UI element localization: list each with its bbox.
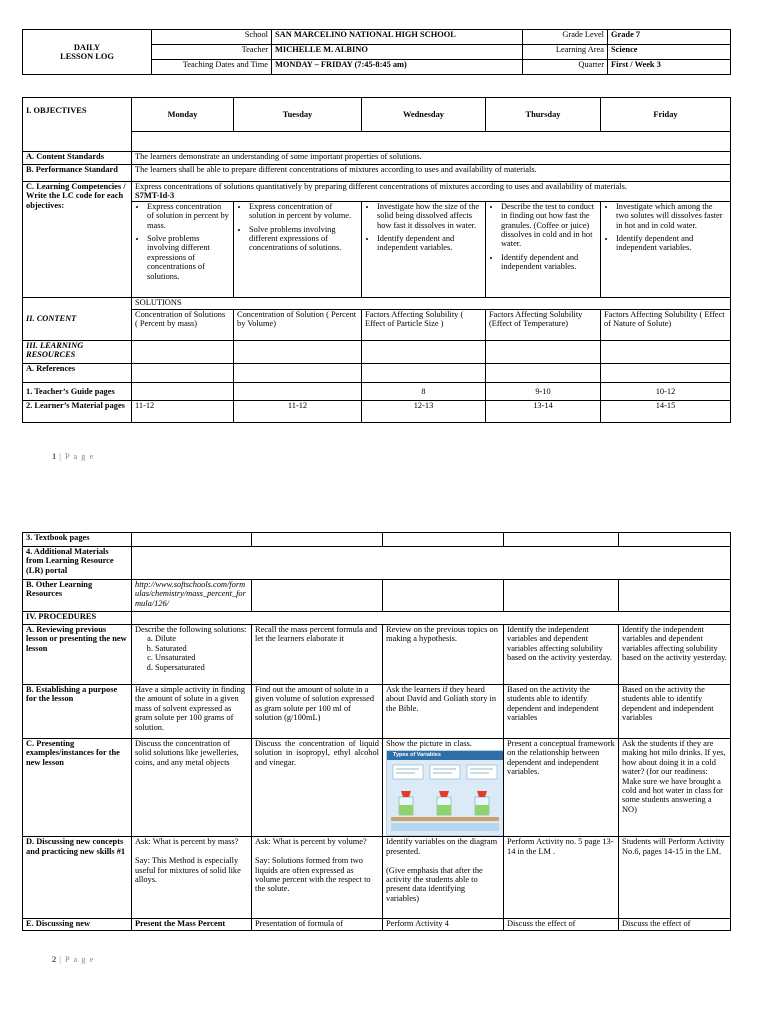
competency-monday: • Express concentration of solution in percent by mass. • Solve problems involving different expressions of concentrations of solutions.	[132, 201, 234, 297]
discussing-wednesday: Identify variables on the diagram presented. (Give emphasis that after the activity the students able to present data identifying variables)	[383, 837, 504, 919]
textbook-label: 3. Textbook pages	[23, 533, 132, 547]
page1-footer: 1 | P a g e	[52, 452, 95, 461]
area-value: Science	[608, 45, 731, 60]
discussing-2-wednesday: Perform Activity 4	[383, 919, 504, 931]
presenting-friday: Ask the students if they are making hot milo drinks. If yes, how about doing it in a cold water? (for our readiness: Make sure we have brought a cold and hot water in class for some students answering a NO)	[619, 739, 731, 837]
reviewing-wednesday: Review on the previous topics on making a hypothesis.	[383, 625, 504, 685]
performance-standard-label: B. Performance Standard	[23, 165, 132, 182]
purpose-label: B. Establishing a purpose for the lesson	[23, 685, 132, 739]
lm-tuesday: 11-12	[234, 400, 362, 422]
discussing-2-label: E. Discussing new	[23, 919, 132, 931]
competency-tuesday: • Express concentration of solution in percent by volume. • Solve problems involving different expressions of concentrations of solutions.	[234, 201, 362, 297]
presenting-tuesday: Discuss the concentration of liquid solution in isopropyl, ethyl alcohol and vinegar.	[252, 739, 383, 837]
page2-footer: 2 | P a g e	[52, 955, 95, 964]
day-thursday: Thursday	[486, 98, 601, 132]
presenting-thursday: Present a conceptual framework on the relationship between dependent and independent variables.	[504, 739, 619, 837]
school-label: School	[152, 30, 272, 45]
discussing-monday: Ask: What is percent by mass? Say: This Method is especially useful for mixtures of solid like alloys.	[132, 837, 252, 919]
reviewing-monday: Describe the following solutions: a. Dilute b. Saturated c. Unsaturated d. Supersaturated	[132, 625, 252, 685]
lm-friday: 14-15	[601, 400, 731, 422]
beaker-2-icon	[437, 791, 451, 815]
content-friday: Factors Affecting Solubility ( Effect of Nature of Solute)	[601, 309, 731, 340]
presenting-monday: Discuss the concentration of solid solutions like jewelleries, coins, and any metal objects	[132, 739, 252, 837]
quarter-value: First / Week 3	[608, 60, 731, 75]
day-monday: Monday	[132, 98, 234, 132]
page1-table	[22, 97, 731, 423]
image-title: Types of Variables	[393, 752, 441, 759]
dates-label: Teaching Dates and Time	[152, 60, 272, 75]
discussing-2-tuesday: Presentation of formula of	[252, 919, 383, 931]
page2-block	[22, 532, 731, 931]
reviewing-friday: Identify the independent variables and dependent variables affecting solubility based on the activity yesterday.	[619, 625, 731, 685]
presenting-wednesday: Show the picture in class. Types of Variables	[383, 739, 504, 837]
content-thursday: Factors Affecting Solubility (Effect of Temperature)	[486, 309, 601, 340]
lm-thursday: 13-14	[486, 400, 601, 422]
other-resources-label: B. Other Learning Resources	[23, 580, 132, 612]
tg-friday: 10-12	[601, 382, 731, 400]
performance-standard-text: The learners shall be able to prepare different concentrations of mixtures according to uses and availability of materials.	[132, 165, 731, 182]
purpose-thursday: Based on the activity the students able to identify dependent and independent variables	[504, 685, 619, 739]
lm-wednesday: 12-13	[362, 400, 486, 422]
competencies-text: Express concentrations of solutions quantitatively by preparing different concentrations of mixtures according to uses and availability of materials. S7MT-Id-3	[132, 182, 731, 202]
area-label: Learning Area	[523, 45, 608, 60]
objectives-blank	[132, 132, 731, 152]
beaker-1-icon	[399, 791, 413, 815]
content-standards-text: The learners demonstrate an understanding of some important properties of solutions.	[132, 152, 731, 165]
header-block	[22, 29, 731, 75]
dll-title: DAILY LESSON LOG	[23, 30, 152, 75]
discussing-friday: Students will Perform Activity No.6, pages 14-15 in the LM.	[619, 837, 731, 919]
reviewing-tuesday: Recall the mass percent formula and let the learners elaborate it	[252, 625, 383, 685]
lm-monday: 11-12	[132, 400, 234, 422]
purpose-friday: Based on the activity the students able to identify dependent and independent variables	[619, 685, 731, 739]
learning-resources-heading: III. LEARNING RESOURCES	[23, 340, 132, 363]
competency-wednesday: • Investigate how the size of the solid being dissolved affects how fast it dissolves in water. • Identify dependent and independent variables.	[362, 201, 486, 297]
competencies-label: C. Learning Competencies / Write the LC code for each objectives:	[23, 182, 132, 298]
day-friday: Friday	[601, 98, 731, 132]
purpose-tuesday: Find out the amount of solute in a given volume of solution expressed as gram solute per 100 ml of solution (g/100mL)	[252, 685, 383, 739]
variables-illustration	[387, 751, 503, 835]
other-resources-link[interactable]: http://www.softschools.com/formulas/chemistry/mass_percent_formula/126/	[132, 580, 252, 612]
content-standards-label: A. Content Standards	[23, 152, 132, 165]
additional-materials-label: 4. Additional Materials from Learning Resource (LR) portal	[23, 547, 132, 580]
grade-value: Grade 7	[608, 30, 731, 45]
header-table	[22, 29, 731, 75]
discussing-tuesday: Ask: What is percent by volume? Say: Solutions formed from two liquids are often expressed as volume percent with the respect to the solute.	[252, 837, 383, 919]
teacher-value: MICHELLE M. ALBINO	[272, 45, 523, 60]
discussing-2-friday: Discuss the effect of	[619, 919, 731, 931]
reviewing-label: A. Reviewing previous lesson or presenting the new lesson	[23, 625, 132, 685]
beaker-3-icon	[475, 791, 489, 815]
competency-thursday: • Describe the test to conduct in finding out how fast the granules. (Coffee or juice) dissolves in cold and in hot water. • Identify dependent and independent variables.	[486, 201, 601, 297]
content-topic: SOLUTIONS	[132, 297, 731, 309]
presenting-label: C. Presenting examples/instances for the new lesson	[23, 739, 132, 837]
tg-monday	[132, 382, 234, 400]
teacher-label: Teacher	[152, 45, 272, 60]
content-wednesday: Factors Affecting Solubility ( Effect of Particle Size )	[362, 309, 486, 340]
content-tuesday: Concentration of Solution ( Percent by Volume)	[234, 309, 362, 340]
purpose-monday: Have a simple activity in finding the amount of solute in a given mass of solvent expressed as gram solute per 100 grams of solution.	[132, 685, 252, 739]
reviewing-thursday: Identify the independent variables and dependent variables affecting solubility based on the activity yesterday.	[504, 625, 619, 685]
quarter-label: Quarter	[523, 60, 608, 75]
content-monday: Concentration of Solutions ( Percent by mass)	[132, 309, 234, 340]
day-tuesday: Tuesday	[234, 98, 362, 132]
page1-block	[22, 97, 731, 423]
tg-thursday: 9-10	[486, 382, 601, 400]
objectives-heading: I. OBJECTIVES	[23, 98, 132, 152]
discussing-2-thursday: Discuss the effect of	[504, 919, 619, 931]
learners-material-label: 2. Learner’s Material pages	[23, 400, 132, 422]
tg-wednesday: 8	[362, 382, 486, 400]
school-value: SAN MARCELINO NATIONAL HIGH SCHOOL	[272, 30, 523, 45]
procedures-heading: IV. PROCEDURES	[23, 612, 132, 625]
page2-table	[22, 532, 731, 931]
grade-label: Grade Level	[523, 30, 608, 45]
content-heading: II. CONTENT	[23, 297, 132, 340]
discussing-thursday: Perform Activity no. 5 page 13-14 in the LM .	[504, 837, 619, 919]
dates-value: MONDAY – FRIDAY (7:45-8:45 am)	[272, 60, 523, 75]
competency-friday: • Investigate which among the two solutes will dissolves faster in hot and in cold water. • Identify dependent and independent variables.	[601, 201, 731, 297]
day-wednesday: Wednesday	[362, 98, 486, 132]
tg-tuesday	[234, 382, 362, 400]
purpose-wednesday: Ask the learners if they heard about David and Goliath story in the Bible.	[383, 685, 504, 739]
teachers-guide-label: 1. Teacher’s Guide pages	[23, 382, 132, 400]
discussing-label: D. Discussing new concepts and practicing new skills #1	[23, 837, 132, 919]
references-label: A. References	[23, 363, 132, 382]
discussing-2-monday: Present the Mass Percent	[132, 919, 252, 931]
types-of-variables-image	[386, 750, 504, 836]
